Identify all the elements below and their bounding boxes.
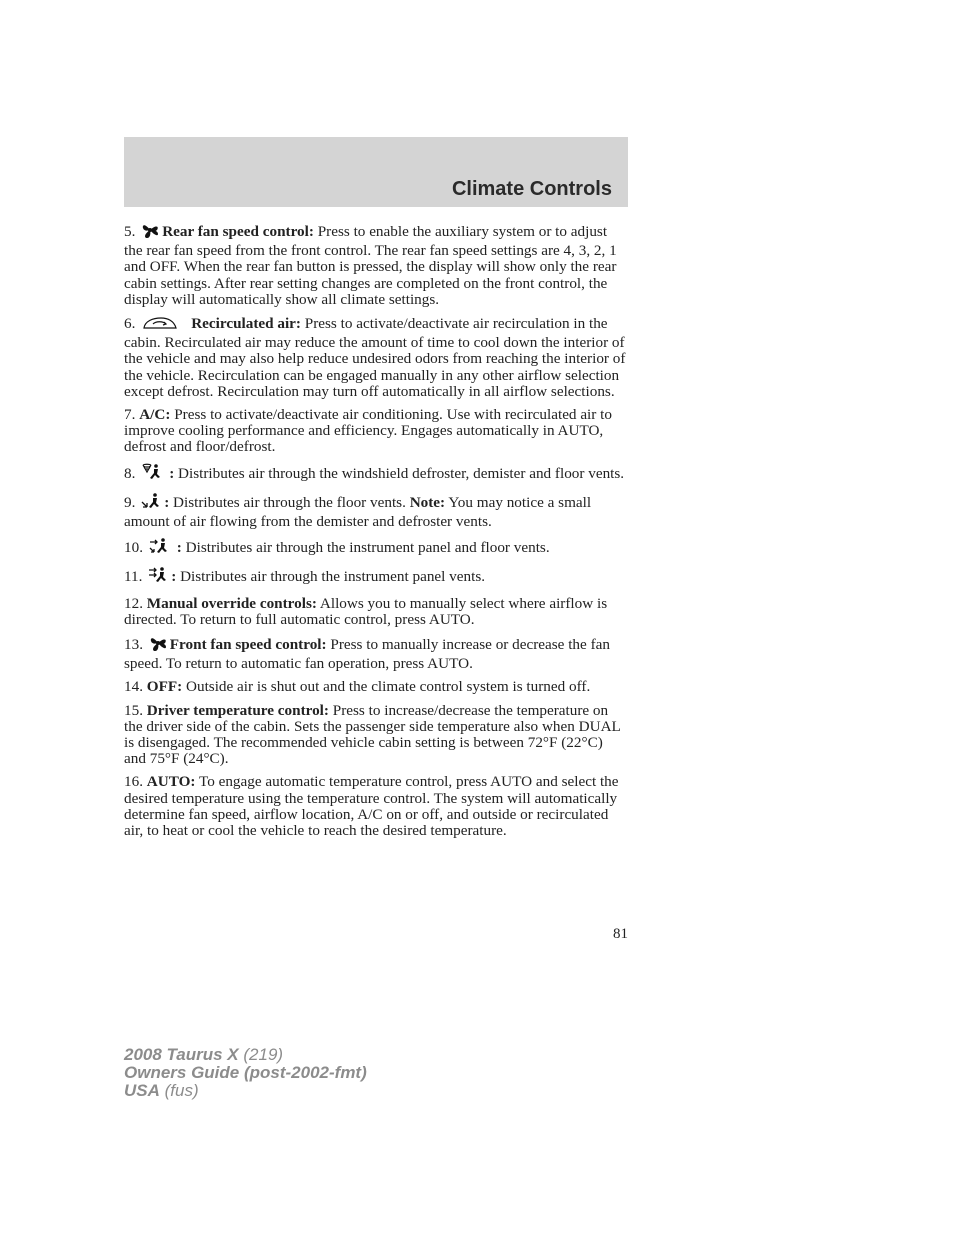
footer-line [124,1082,367,1100]
list-item [124,537,628,559]
item-number: 6. [124,315,136,333]
item-number: 12. [124,594,143,612]
content-body [124,222,628,846]
item-number: 15. [124,701,143,719]
list-item [124,774,628,839]
footer-market: USA [124,1081,160,1100]
item-number: 14. [124,678,143,696]
panel-floor-icon [149,537,169,559]
item-text: Press to manually increase or decrease the fan speed. To return to automatic fan operation, press AUTO. [124,636,610,673]
footer-market-code: (fus) [159,1081,199,1100]
page-number: 81 [613,926,628,942]
item-text: Press to increase/decrease the temperature on the driver side of the cabin. Sets the passenger side temperature also when DUAL is disengaged. The recommended vehicle cabin setting is between 72°F (22°C) and 75°F (24°C). [124,701,621,768]
section-header-band [124,137,628,207]
floor-vent-icon [141,492,161,514]
item-text: Press to activate/deactivate air conditioning. Use with recirculated air to improve cooling performance and efficiency. Engages automatically in AUTO, defrost and floor/defrost. [124,406,612,456]
list-item [124,596,628,628]
item-term: Driver temperature control: [146,701,329,719]
item-text: Distributes air through the instrument panel and floor vents. [181,539,550,557]
item-number: 9. [124,493,136,511]
item-text: Distributes air through the windshield defroster, demister and floor vents. [174,464,625,482]
list-item [124,635,628,672]
footer-line [124,1064,367,1082]
note-text: You may notice a small amount of air flowing from the demister and defroster vents. [124,493,592,531]
item-term: : [169,464,175,482]
item-number: 7. [124,406,136,424]
recirculation-icon [141,315,179,335]
fan-icon [141,222,159,243]
item-text: Allows you to manually select where airflow is directed. To return to full automatic control, press AUTO. [124,594,608,628]
list-item [124,315,628,400]
item-number: 10. [124,539,143,557]
footer-model: 2008 Taurus X [124,1045,239,1064]
item-term: AUTO: [146,773,196,791]
item-number: 11. [124,568,143,586]
note-label: Note: [409,493,446,511]
fan-icon [149,635,167,656]
item-text: Outside air is shut out and the climate control system is turned off. [182,678,591,696]
item-number: 8. [124,464,136,482]
item-term: : [171,568,177,586]
item-term: Manual override controls: [146,594,317,612]
item-term: Recirculated air: [191,315,301,333]
list-item [124,463,628,485]
list-item [124,222,628,308]
item-text: Distributes air through the instrument panel vents. [176,568,486,586]
item-text: To engage automatic temperature control, press AUTO and select the desired temperature using the temperature control. The system will automatically determine fan speed, airflow location, A/C on or off, and outside or recirculated air, to heat or cool the vehicle to reach the desired temperature. [124,773,619,840]
document-footer [124,1046,367,1100]
footer-model-code: (219) [238,1045,284,1064]
item-number: 16. [124,773,143,791]
footer-line [124,1046,367,1064]
section-title: Climate Controls [451,178,612,200]
item-term: Front fan speed control: [169,636,327,654]
item-term: OFF: [146,678,183,696]
list-item [124,566,628,588]
panel-vent-icon [148,566,168,588]
list-item [124,679,628,695]
list-item [124,407,628,456]
floor-defrost-icon [141,463,161,485]
item-text: Press to enable the auxiliary system or to adjust the rear fan speed from the front control. The rear fan speed settings are 4, 3, 2, 1 and OFF. When the rear fan button is pressed, the display will show only the rear cabin settings. After rear setting changes are completed on the front control, the display will automatically show all climate settings. [124,223,617,308]
item-number: 13. [124,636,143,654]
item-text: Distributes air through the floor vents. [169,493,410,511]
item-term: A/C: [139,406,171,424]
item-number: 5. [124,223,136,240]
item-term: : [176,539,182,557]
list-item [124,492,628,530]
item-term: Rear fan speed control: [162,223,314,240]
item-text: Press to activate/deactivate air recirculation in the cabin. Recirculated air may reduce the amount of time to cool down the interior of the vehicle and may also help reduce undesired odors from reaching the interior of the vehicle. Recirculation can be engaged manually in any other airflow selection except defrost. Recirculation may turn off automatically in all airflow selections. [124,315,626,400]
footer-guide: Owners Guide (post-2002-fmt) [124,1063,367,1082]
list-item [124,703,628,768]
item-term: : [164,493,170,511]
